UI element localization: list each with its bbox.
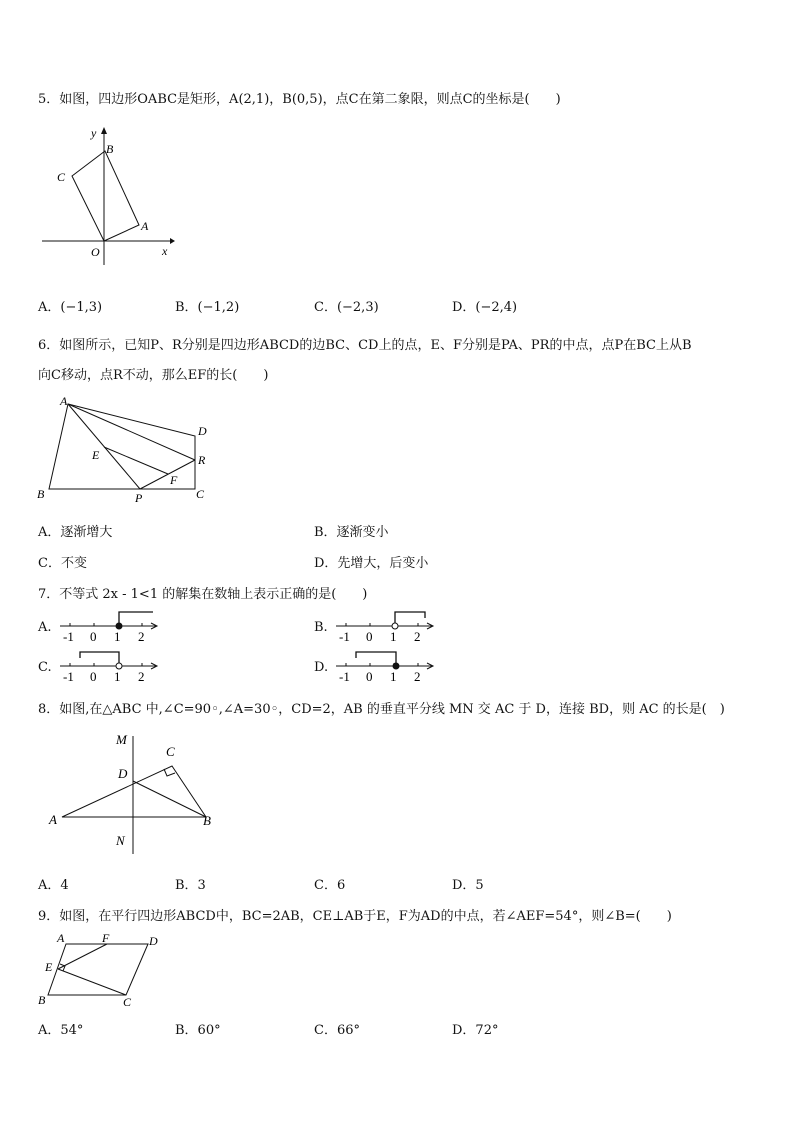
q9-option-a[interactable]: A．54° xyxy=(38,1023,84,1038)
question-8-text: 8．如图,在△ABC 中,∠C=90◦,∠A=30◦，CD=2，AB 的垂直平分线 MN 交 AC 于 D，连接 BD，则 AC 的长是( ) xyxy=(38,702,725,717)
svg-text:-1: -1 xyxy=(63,629,74,644)
q7-option-c-letter[interactable]: C. xyxy=(38,660,52,675)
q5-option-d[interactable]: D．(−2,4) xyxy=(452,300,518,315)
q5-option-a[interactable]: A．(−1,3) xyxy=(38,300,103,315)
q6-option-c[interactable]: C．不变 xyxy=(38,556,87,571)
label-b: B xyxy=(106,142,114,156)
svg-text:2: 2 xyxy=(138,629,145,644)
q9-option-c[interactable]: C．66° xyxy=(314,1023,360,1038)
segment-ap xyxy=(68,404,140,489)
label-b: B xyxy=(203,813,211,828)
label-b: B xyxy=(37,487,45,501)
svg-text:2: 2 xyxy=(138,669,145,684)
label-c: C xyxy=(166,744,175,759)
q6-option-b[interactable]: B．逐渐变小 xyxy=(314,525,389,540)
question-9-figure xyxy=(36,928,176,1012)
q7-option-b-letter[interactable]: B. xyxy=(314,620,328,635)
label-m: M xyxy=(116,732,127,747)
label-d: D xyxy=(198,424,207,438)
q8-option-a[interactable]: A．4 xyxy=(38,878,69,893)
label-d: D xyxy=(149,934,158,948)
label-o: O xyxy=(91,245,100,259)
svg-text:-1: -1 xyxy=(63,669,74,684)
svg-text:1: 1 xyxy=(390,629,397,644)
segment-pr xyxy=(140,460,195,489)
q5-option-c[interactable]: C．(−2,3) xyxy=(314,300,379,315)
segment-ar xyxy=(68,404,195,460)
segment-bd xyxy=(133,781,206,817)
svg-text:1: 1 xyxy=(114,629,121,644)
label-p: P xyxy=(135,491,143,504)
label-f: F xyxy=(170,473,178,487)
q7-option-a-letter[interactable]: A. xyxy=(38,620,52,635)
parallelogram-abcd xyxy=(48,944,148,995)
label-b: B xyxy=(38,993,46,1007)
right-angle-mark xyxy=(164,769,175,776)
label-f: F xyxy=(102,931,110,945)
svg-text:0: 0 xyxy=(90,669,97,684)
x-axis-arrow-icon xyxy=(170,238,175,244)
label-r: R xyxy=(198,453,206,467)
svg-text:1: 1 xyxy=(114,669,121,684)
q6-option-a[interactable]: A．逐渐增大 xyxy=(38,525,113,540)
q7-option-d-numberline[interactable] xyxy=(334,648,438,688)
q7-option-d-letter[interactable]: D. xyxy=(314,660,329,675)
y-axis-arrow-icon xyxy=(101,127,107,134)
label-d: D xyxy=(118,766,128,781)
question-9-text: 9．如图，在平行四边形ABCD中，BC=2AB，CE⊥AB于E，F为AD的中点，若∠AEF=54°，则∠B=( ) xyxy=(38,909,672,924)
label-n: N xyxy=(116,833,125,848)
segment-ce xyxy=(58,969,126,995)
rectangle-oabc xyxy=(72,151,139,241)
triangle-abc xyxy=(62,766,206,817)
q8-option-b[interactable]: B．3 xyxy=(175,878,206,893)
svg-text:0: 0 xyxy=(366,669,373,684)
label-a: A xyxy=(60,394,68,408)
svg-text:0: 0 xyxy=(366,629,373,644)
question-5-text: 5．如图，四边形OABC是矩形，A(2,1)，B(0,5)，点C在第二象限，则点C的坐标是( ) xyxy=(38,92,561,107)
q9-option-b[interactable]: B．60° xyxy=(175,1023,221,1038)
q5-option-b[interactable]: B．(−1,2) xyxy=(175,300,240,315)
question-6-line1: 6．如图所示，已知P、R分别是四边形ABCD的边BC、CD上的点，E、F分别是PA、PR的中点，点P在BC上从B xyxy=(38,338,692,353)
label-c: C xyxy=(57,170,66,184)
svg-text:-1: -1 xyxy=(339,669,350,684)
label-a: A xyxy=(57,931,65,945)
question-6-line2: 向C移动，点R不动，那么EF的长( ) xyxy=(38,368,269,383)
q8-option-d[interactable]: D．5 xyxy=(452,878,484,893)
q6-option-d[interactable]: D．先增大，后变小 xyxy=(314,556,429,571)
label-c: C xyxy=(123,995,132,1009)
question-5-figure xyxy=(38,125,178,265)
q8-option-c[interactable]: C．6 xyxy=(314,878,346,893)
label-e: E xyxy=(92,448,100,462)
q7-option-a-numberline[interactable] xyxy=(58,608,162,648)
svg-text:0: 0 xyxy=(90,629,97,644)
svg-text:2: 2 xyxy=(414,669,421,684)
segment-ef xyxy=(58,944,107,969)
question-8-figure xyxy=(40,726,230,856)
label-a: A xyxy=(141,219,149,233)
label-e: E xyxy=(45,960,53,974)
svg-text:2: 2 xyxy=(414,629,421,644)
label-c: C xyxy=(196,487,205,501)
label-y: y xyxy=(91,126,97,140)
question-7-text: 7．不等式 2x - 1<1 的解集在数轴上表示正确的是( ) xyxy=(38,587,368,602)
question-6-figure xyxy=(34,392,224,504)
q7-option-c-numberline[interactable] xyxy=(58,648,162,688)
label-a: A xyxy=(49,812,57,827)
q9-option-d[interactable]: D．72° xyxy=(452,1023,499,1038)
label-x: x xyxy=(162,244,168,258)
segment-ef xyxy=(104,447,168,474)
svg-text:1: 1 xyxy=(390,669,397,684)
q7-option-b-numberline[interactable] xyxy=(334,608,438,648)
svg-text:-1: -1 xyxy=(339,629,350,644)
